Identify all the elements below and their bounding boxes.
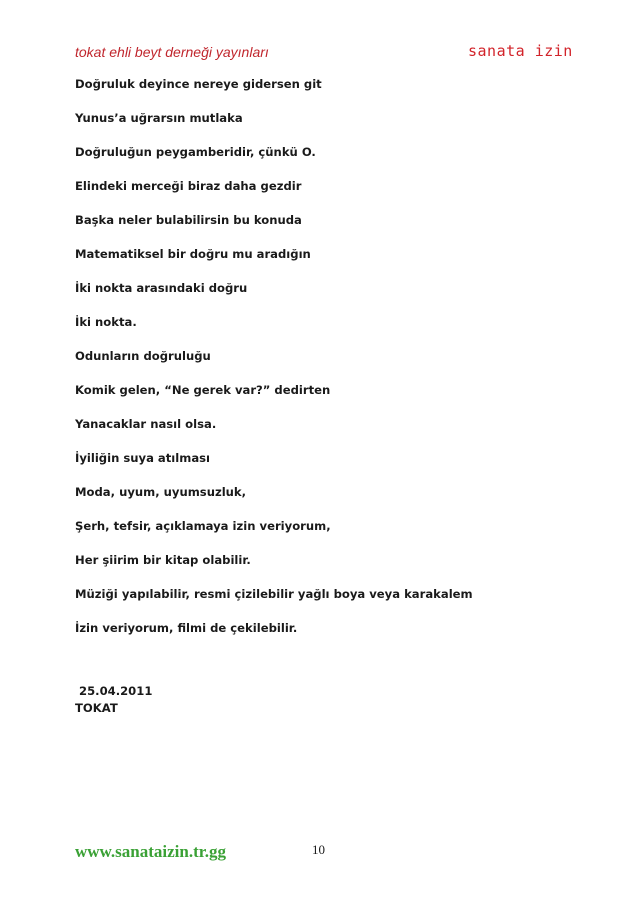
poem-line-13: Moda, uyum, uyumsuzluk, [75, 485, 247, 499]
poem-line-7: İki nokta arasındaki doğru [75, 281, 248, 295]
poem-line-11: Yanacaklar nasıl olsa. [75, 417, 217, 431]
poem-line-5: Başka neler bulabilirsin bu konuda [75, 213, 302, 227]
poem-line-10: Komik gelen, “Ne gerek var?” dedirten [75, 383, 331, 397]
publisher-header: tokat ehli beyt derneği yayınları [75, 44, 269, 60]
poem-line-9: Odunların doğruluğu [75, 349, 211, 363]
poem-line-6: Matematiksel bir doğru mu aradığın [75, 247, 311, 261]
poem-line-17: İzin veriyorum, filmi de çekilebilir. [75, 621, 298, 635]
footer-website-link[interactable]: www.sanataizin.tr.gg [75, 842, 226, 861]
page-number: 10 [312, 842, 325, 857]
poem-line-16: Müziği yapılabilir, resmi çizilebilir yağlı boya veya karakalem [75, 587, 473, 601]
poem-date: 25.04.2011 [75, 684, 153, 698]
poem-line-3: Doğruluğun peygamberidir, çünkü O. [75, 145, 316, 159]
poem-line-2: Yunus’a uğrarsın mutlaka [75, 111, 243, 125]
brand-header: sanata izin [468, 42, 573, 60]
poem-line-12: İyiliğin suya atılması [75, 451, 211, 465]
poem-line-4: Elindeki merceği biraz daha gezdir [75, 179, 302, 193]
poem-line-8: İki nokta. [75, 315, 137, 329]
poem-place: TOKAT [75, 701, 118, 715]
poem-line-15: Her şiirim bir kitap olabilir. [75, 553, 251, 567]
poem-line-14: Şerh, tefsir, açıklamaya izin veriyorum, [75, 519, 331, 533]
poem-line-1: Doğruluk deyince nereye gidersen git [75, 77, 322, 91]
